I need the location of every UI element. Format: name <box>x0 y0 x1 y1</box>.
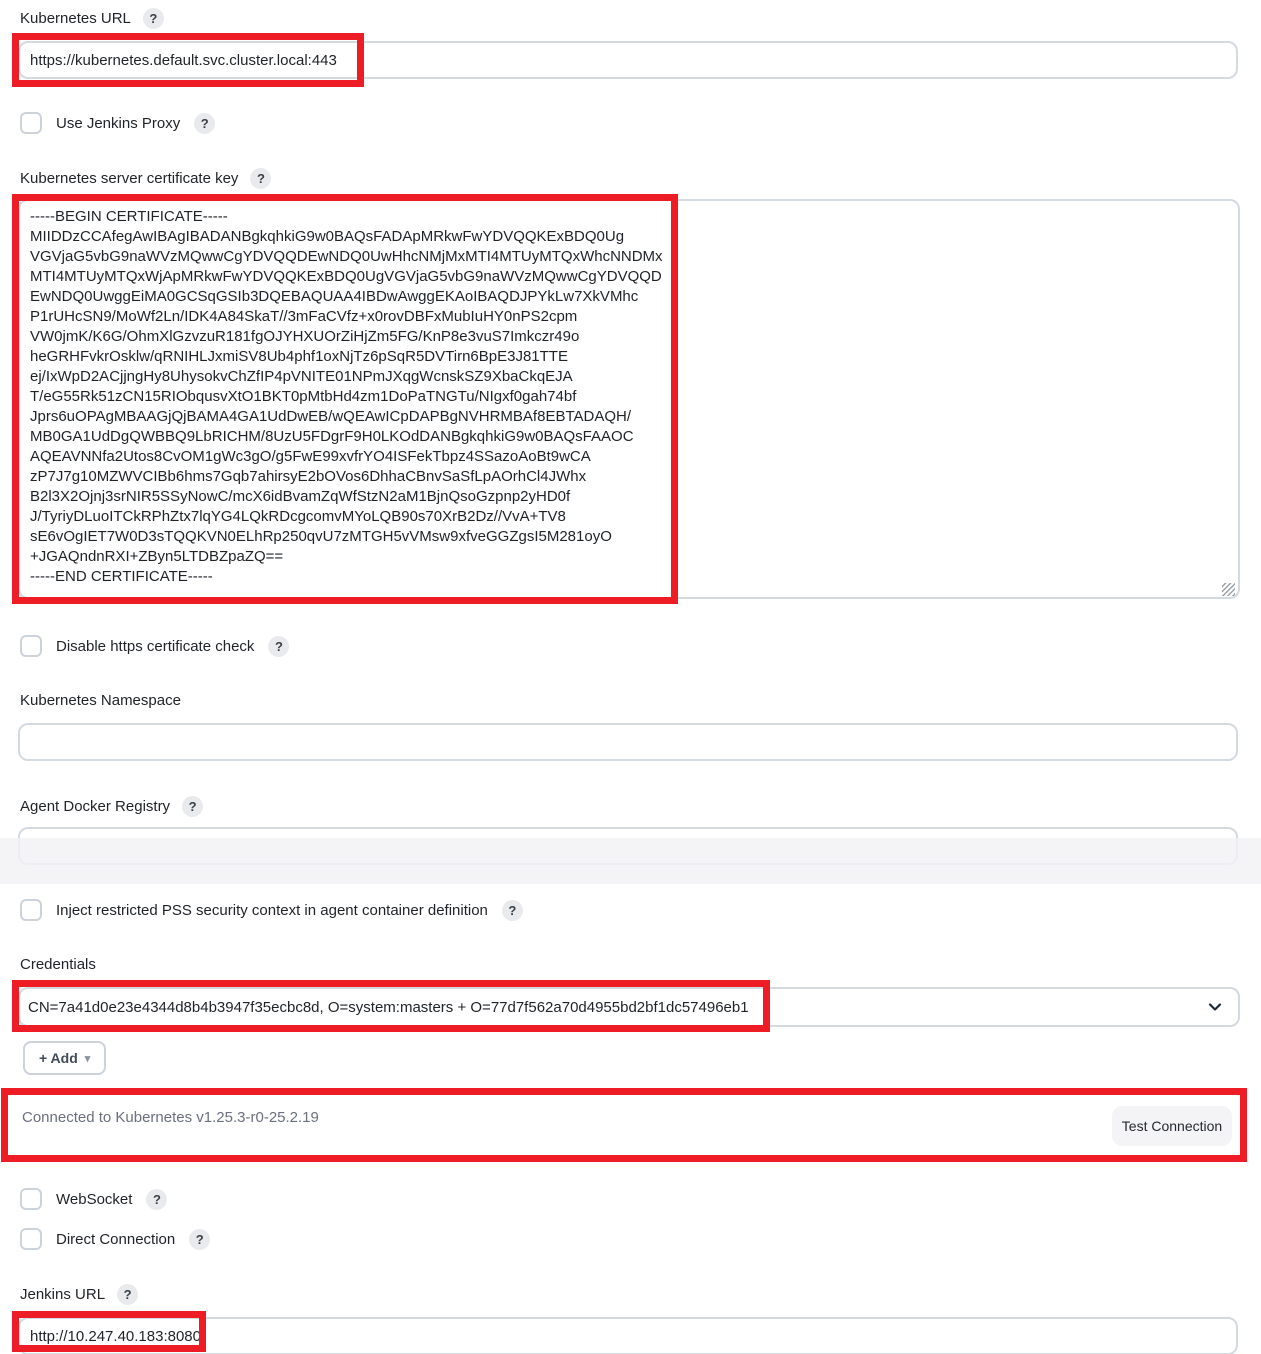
help-icon[interactable]: ? <box>146 1189 167 1210</box>
credentials-select[interactable] <box>18 987 1240 1027</box>
add-button-label: + Add <box>39 1050 78 1066</box>
direct-connection-row <box>20 1228 210 1250</box>
websocket-row <box>20 1188 167 1210</box>
help-icon[interactable]: ? <box>194 113 215 134</box>
use-jenkins-proxy-label: Use Jenkins Proxy <box>56 114 181 132</box>
credentials-label-row <box>20 956 96 973</box>
chevron-down-icon <box>1206 998 1224 1016</box>
inject-pss-checkbox[interactable] <box>20 899 42 921</box>
server-certificate-textarea[interactable] <box>18 199 1240 599</box>
credentials-label: Credentials <box>20 956 96 973</box>
server-certificate-label: Kubernetes server certificate key <box>20 170 239 187</box>
help-icon[interactable]: ? <box>250 168 271 189</box>
jenkins-url-label: Jenkins URL <box>20 1286 106 1303</box>
inject-pss-row <box>20 899 523 921</box>
kubernetes-url-input[interactable] <box>18 41 1238 79</box>
use-jenkins-proxy-row <box>20 112 215 134</box>
direct-connection-label: Direct Connection <box>56 1230 176 1248</box>
caret-down-icon: ▾ <box>84 1052 91 1065</box>
help-icon[interactable]: ? <box>117 1284 138 1305</box>
disable-https-check-checkbox[interactable] <box>20 635 42 657</box>
kubernetes-url-label-row <box>20 8 164 29</box>
disable-https-check-row <box>20 635 289 657</box>
jenkins-url-label-row <box>20 1284 138 1305</box>
help-icon[interactable]: ? <box>182 796 203 817</box>
disable-https-check-label: Disable https certificate check <box>56 637 255 655</box>
help-icon[interactable]: ? <box>502 900 523 921</box>
credentials-selected-value: CN=7a41d0e23e4344d8b4b3947f35ecbc8d, O=system:masters + O=77d7f562a70d4955bd2bf1dc57496eb1 <box>28 998 749 1016</box>
inject-pss-label: Inject restricted PSS security context in agent container definition <box>56 901 488 919</box>
agent-docker-registry-input[interactable] <box>18 827 1238 865</box>
direct-connection-checkbox[interactable] <box>20 1228 42 1250</box>
help-icon[interactable]: ? <box>268 636 289 657</box>
resize-handle-icon[interactable] <box>1222 583 1235 596</box>
kubernetes-url-label: Kubernetes URL <box>20 10 131 27</box>
websocket-label: WebSocket <box>56 1190 133 1208</box>
agent-docker-registry-label: Agent Docker Registry <box>20 798 171 815</box>
test-connection-button[interactable]: Test Connection <box>1112 1106 1232 1146</box>
kubernetes-namespace-label-row <box>20 692 181 709</box>
websocket-checkbox[interactable] <box>20 1188 42 1210</box>
add-credentials-button[interactable] <box>23 1041 106 1075</box>
server-certificate-label-row <box>20 168 271 189</box>
agent-docker-registry-label-row <box>20 796 203 817</box>
connection-status-text: Connected to Kubernetes v1.25.3-r0-25.2.19 <box>22 1109 319 1126</box>
jenkins-url-input[interactable] <box>18 1317 1238 1354</box>
help-icon[interactable]: ? <box>189 1229 210 1250</box>
help-icon[interactable]: ? <box>143 8 164 29</box>
kubernetes-namespace-label: Kubernetes Namespace <box>20 692 181 709</box>
use-jenkins-proxy-checkbox[interactable] <box>20 112 42 134</box>
kubernetes-namespace-input[interactable] <box>18 723 1238 761</box>
